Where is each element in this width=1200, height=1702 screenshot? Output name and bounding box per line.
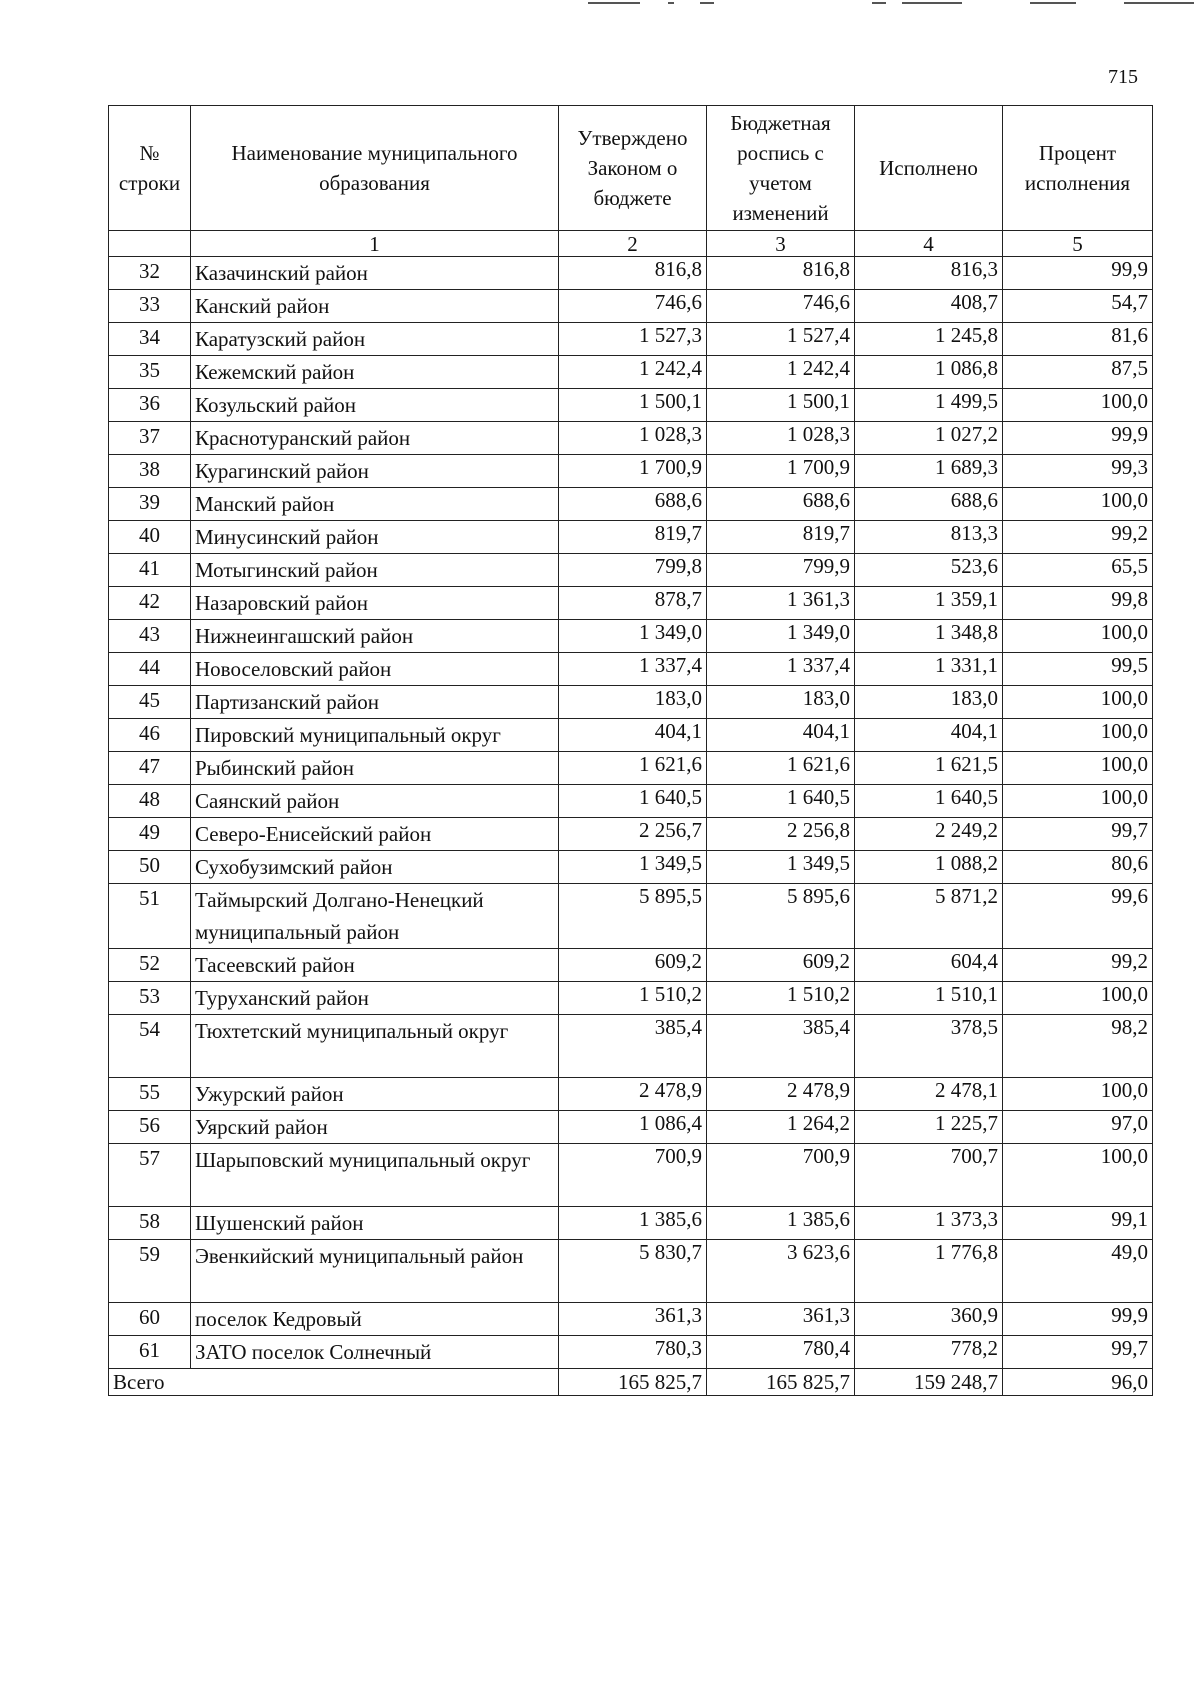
budget-value: 1 028,3 [707, 422, 855, 455]
total-row [109, 1369, 1153, 1396]
approved-value: 688,6 [559, 488, 707, 521]
table-row [109, 422, 1153, 455]
table-row [109, 851, 1153, 884]
municipality-name: Таймырский Долгано-Ненецкий муниципальный район [191, 884, 559, 949]
table-row [109, 620, 1153, 653]
header-budget-list: Бюджетная роспись с учетом изменений [707, 106, 855, 231]
budget-value: 1 621,6 [707, 752, 855, 785]
budget-value: 1 385,6 [707, 1207, 855, 1240]
table-row [109, 1240, 1153, 1303]
executed-value: 1 088,2 [855, 851, 1003, 884]
percent-value: 99,3 [1003, 455, 1153, 488]
municipality-name: Рыбинский район [191, 752, 559, 785]
header-name: Наименование муниципального образования [191, 106, 559, 231]
municipality-name: ЗАТО поселок Солнечный [191, 1336, 559, 1369]
table-row [109, 356, 1153, 389]
percent-value: 97,0 [1003, 1111, 1153, 1144]
executed-value: 1 689,3 [855, 455, 1003, 488]
executed-value: 1 027,2 [855, 422, 1003, 455]
approved-value: 1 640,5 [559, 785, 707, 818]
approved-value: 1 242,4 [559, 356, 707, 389]
percent-value: 99,2 [1003, 949, 1153, 982]
approved-value: 1 700,9 [559, 455, 707, 488]
row-number: 33 [109, 290, 191, 323]
municipality-name: Козульский район [191, 389, 559, 422]
municipality-name: Курагинский район [191, 455, 559, 488]
percent-value: 99,7 [1003, 818, 1153, 851]
budget-value: 1 510,2 [707, 982, 855, 1015]
percent-value: 99,8 [1003, 587, 1153, 620]
row-number: 43 [109, 620, 191, 653]
budget-value: 1 242,4 [707, 356, 855, 389]
executed-value: 408,7 [855, 290, 1003, 323]
executed-value: 360,9 [855, 1303, 1003, 1336]
executed-value: 1 359,1 [855, 587, 1003, 620]
municipality-name: Уярский район [191, 1111, 559, 1144]
percent-value: 99,9 [1003, 1303, 1153, 1336]
budget-value: 819,7 [707, 521, 855, 554]
budget-value: 2 256,8 [707, 818, 855, 851]
row-number: 56 [109, 1111, 191, 1144]
executed-value: 183,0 [855, 686, 1003, 719]
table-row [109, 455, 1153, 488]
table-row [109, 323, 1153, 356]
budget-value: 688,6 [707, 488, 855, 521]
column-number: 4 [855, 231, 1003, 257]
table-row [109, 1144, 1153, 1207]
executed-value: 2 249,2 [855, 818, 1003, 851]
row-number: 58 [109, 1207, 191, 1240]
approved-value: 361,3 [559, 1303, 707, 1336]
municipality-name: Сухобузимский район [191, 851, 559, 884]
executed-value: 1 348,8 [855, 620, 1003, 653]
total-executed: 159 248,7 [855, 1369, 1003, 1396]
municipality-name: Манский район [191, 488, 559, 521]
budget-value: 404,1 [707, 719, 855, 752]
header-percent: Процент исполнения [1003, 106, 1153, 231]
row-number: 52 [109, 949, 191, 982]
municipality-name: Краснотуранский район [191, 422, 559, 455]
table-row [109, 719, 1153, 752]
percent-value: 54,7 [1003, 290, 1153, 323]
column-number [109, 231, 191, 257]
executed-value: 778,2 [855, 1336, 1003, 1369]
approved-value: 385,4 [559, 1015, 707, 1078]
table-row [109, 653, 1153, 686]
executed-value: 1 776,8 [855, 1240, 1003, 1303]
percent-value: 100,0 [1003, 719, 1153, 752]
percent-value: 49,0 [1003, 1240, 1153, 1303]
executed-value: 688,6 [855, 488, 1003, 521]
page-number: 715 [1108, 66, 1138, 88]
row-number: 61 [109, 1336, 191, 1369]
approved-value: 2 478,9 [559, 1078, 707, 1111]
approved-value: 799,8 [559, 554, 707, 587]
executed-value: 2 478,1 [855, 1078, 1003, 1111]
municipality-name: Шарыповский муниципальный округ [191, 1144, 559, 1207]
municipality-name: Ужурский район [191, 1078, 559, 1111]
budget-value: 361,3 [707, 1303, 855, 1336]
percent-value: 100,0 [1003, 785, 1153, 818]
scan-artifacts [0, 0, 1200, 8]
percent-value: 100,0 [1003, 1144, 1153, 1207]
budget-value: 799,9 [707, 554, 855, 587]
approved-value: 819,7 [559, 521, 707, 554]
table-row [109, 257, 1153, 290]
table-row [109, 884, 1153, 949]
budget-value: 780,4 [707, 1336, 855, 1369]
table-row [109, 752, 1153, 785]
table-row [109, 1015, 1153, 1078]
row-number: 46 [109, 719, 191, 752]
table-row [109, 1303, 1153, 1336]
budget-value: 1 500,1 [707, 389, 855, 422]
executed-value: 404,1 [855, 719, 1003, 752]
executed-value: 523,6 [855, 554, 1003, 587]
municipality-name: Саянский район [191, 785, 559, 818]
executed-value: 1 640,5 [855, 785, 1003, 818]
municipality-name: Кежемский район [191, 356, 559, 389]
approved-value: 1 621,6 [559, 752, 707, 785]
percent-value: 65,5 [1003, 554, 1153, 587]
approved-value: 1 337,4 [559, 653, 707, 686]
executed-value: 1 621,5 [855, 752, 1003, 785]
municipality-name: Тасеевский район [191, 949, 559, 982]
table-row [109, 521, 1153, 554]
approved-value: 1 349,5 [559, 851, 707, 884]
row-number: 53 [109, 982, 191, 1015]
row-number: 55 [109, 1078, 191, 1111]
budget-table [108, 105, 1153, 1396]
executed-value: 1 373,3 [855, 1207, 1003, 1240]
row-number: 38 [109, 455, 191, 488]
table-row [109, 488, 1153, 521]
percent-value: 99,5 [1003, 653, 1153, 686]
row-number: 37 [109, 422, 191, 455]
percent-value: 99,9 [1003, 257, 1153, 290]
row-number: 54 [109, 1015, 191, 1078]
municipality-name: Партизанский район [191, 686, 559, 719]
approved-value: 1 527,3 [559, 323, 707, 356]
column-number: 5 [1003, 231, 1153, 257]
percent-value: 99,1 [1003, 1207, 1153, 1240]
percent-value: 100,0 [1003, 620, 1153, 653]
row-number: 40 [109, 521, 191, 554]
budget-value: 1 700,9 [707, 455, 855, 488]
municipality-name: Нижнеингашский район [191, 620, 559, 653]
table-body [109, 257, 1153, 1369]
executed-value: 1 086,8 [855, 356, 1003, 389]
approved-value: 2 256,7 [559, 818, 707, 851]
budget-value: 3 623,6 [707, 1240, 855, 1303]
municipality-name: Северо-Енисейский район [191, 818, 559, 851]
municipality-name: Назаровский район [191, 587, 559, 620]
row-number: 60 [109, 1303, 191, 1336]
approved-value: 1 500,1 [559, 389, 707, 422]
header-executed: Исполнено [855, 106, 1003, 231]
table-row [109, 290, 1153, 323]
row-number: 41 [109, 554, 191, 587]
table-row [109, 785, 1153, 818]
percent-value: 80,6 [1003, 851, 1153, 884]
budget-value: 746,6 [707, 290, 855, 323]
approved-value: 5 830,7 [559, 1240, 707, 1303]
executed-value: 1 331,1 [855, 653, 1003, 686]
percent-value: 100,0 [1003, 752, 1153, 785]
budget-value: 700,9 [707, 1144, 855, 1207]
municipality-name: Минусинский район [191, 521, 559, 554]
budget-value: 1 349,5 [707, 851, 855, 884]
row-number: 59 [109, 1240, 191, 1303]
approved-value: 700,9 [559, 1144, 707, 1207]
budget-value: 1 349,0 [707, 620, 855, 653]
total-approved: 165 825,7 [559, 1369, 707, 1396]
budget-value: 385,4 [707, 1015, 855, 1078]
table-row [109, 1336, 1153, 1369]
percent-value: 100,0 [1003, 686, 1153, 719]
municipality-name: Эвенкийский муниципальный район [191, 1240, 559, 1303]
total-budget: 165 825,7 [707, 1369, 855, 1396]
table-row [109, 389, 1153, 422]
row-number: 35 [109, 356, 191, 389]
approved-value: 609,2 [559, 949, 707, 982]
table-row [109, 686, 1153, 719]
column-number-row [109, 231, 1153, 257]
table-row [109, 949, 1153, 982]
budget-value: 1 527,4 [707, 323, 855, 356]
percent-value: 98,2 [1003, 1015, 1153, 1078]
municipality-name: Мотыгинский район [191, 554, 559, 587]
budget-value: 2 478,9 [707, 1078, 855, 1111]
table-row [109, 1078, 1153, 1111]
approved-value: 878,7 [559, 587, 707, 620]
row-number: 57 [109, 1144, 191, 1207]
approved-value: 183,0 [559, 686, 707, 719]
table-row [109, 587, 1153, 620]
municipality-name: Казачинский район [191, 257, 559, 290]
budget-value: 1 264,2 [707, 1111, 855, 1144]
header-row-no: № строки [109, 106, 191, 231]
row-number: 49 [109, 818, 191, 851]
municipality-name: Канский район [191, 290, 559, 323]
percent-value: 99,6 [1003, 884, 1153, 949]
row-number: 44 [109, 653, 191, 686]
table-row [109, 818, 1153, 851]
executed-value: 1 510,1 [855, 982, 1003, 1015]
header-row [109, 106, 1153, 231]
municipality-name: Каратузский район [191, 323, 559, 356]
row-number: 48 [109, 785, 191, 818]
executed-value: 1 245,8 [855, 323, 1003, 356]
percent-value: 100,0 [1003, 389, 1153, 422]
municipality-name: Туруханский район [191, 982, 559, 1015]
row-number: 45 [109, 686, 191, 719]
row-number: 34 [109, 323, 191, 356]
budget-value: 609,2 [707, 949, 855, 982]
budget-value: 1 361,3 [707, 587, 855, 620]
percent-value: 99,2 [1003, 521, 1153, 554]
percent-value: 81,6 [1003, 323, 1153, 356]
column-number: 2 [559, 231, 707, 257]
executed-value: 1 499,5 [855, 389, 1003, 422]
table-row [109, 1207, 1153, 1240]
table-row [109, 1111, 1153, 1144]
executed-value: 816,3 [855, 257, 1003, 290]
executed-value: 1 225,7 [855, 1111, 1003, 1144]
row-number: 50 [109, 851, 191, 884]
row-number: 32 [109, 257, 191, 290]
approved-value: 5 895,5 [559, 884, 707, 949]
header-approved: Утверждено Законом о бюджете [559, 106, 707, 231]
executed-value: 604,4 [855, 949, 1003, 982]
percent-value: 99,9 [1003, 422, 1153, 455]
budget-value: 1 337,4 [707, 653, 855, 686]
approved-value: 1 349,0 [559, 620, 707, 653]
total-label: Всего [109, 1369, 559, 1396]
budget-value: 183,0 [707, 686, 855, 719]
row-number: 39 [109, 488, 191, 521]
approved-value: 1 028,3 [559, 422, 707, 455]
executed-value: 700,7 [855, 1144, 1003, 1207]
row-number: 47 [109, 752, 191, 785]
percent-value: 100,0 [1003, 982, 1153, 1015]
approved-value: 404,1 [559, 719, 707, 752]
total-percent: 96,0 [1003, 1369, 1153, 1396]
budget-value: 816,8 [707, 257, 855, 290]
municipality-name: Пировский муниципальный округ [191, 719, 559, 752]
budget-value: 1 640,5 [707, 785, 855, 818]
executed-value: 5 871,2 [855, 884, 1003, 949]
percent-value: 99,7 [1003, 1336, 1153, 1369]
approved-value: 1 510,2 [559, 982, 707, 1015]
municipality-name: Шушенский район [191, 1207, 559, 1240]
row-number: 51 [109, 884, 191, 949]
column-number: 3 [707, 231, 855, 257]
percent-value: 87,5 [1003, 356, 1153, 389]
approved-value: 780,3 [559, 1336, 707, 1369]
column-number: 1 [191, 231, 559, 257]
budget-value: 5 895,6 [707, 884, 855, 949]
municipality-name: поселок Кедровый [191, 1303, 559, 1336]
municipality-name: Новоселовский район [191, 653, 559, 686]
executed-value: 813,3 [855, 521, 1003, 554]
row-number: 36 [109, 389, 191, 422]
row-number: 42 [109, 587, 191, 620]
percent-value: 100,0 [1003, 488, 1153, 521]
table-row [109, 982, 1153, 1015]
approved-value: 1 086,4 [559, 1111, 707, 1144]
percent-value: 100,0 [1003, 1078, 1153, 1111]
approved-value: 746,6 [559, 290, 707, 323]
municipality-name: Тюхтетский муниципальный округ [191, 1015, 559, 1078]
table-row [109, 554, 1153, 587]
executed-value: 378,5 [855, 1015, 1003, 1078]
approved-value: 816,8 [559, 257, 707, 290]
approved-value: 1 385,6 [559, 1207, 707, 1240]
